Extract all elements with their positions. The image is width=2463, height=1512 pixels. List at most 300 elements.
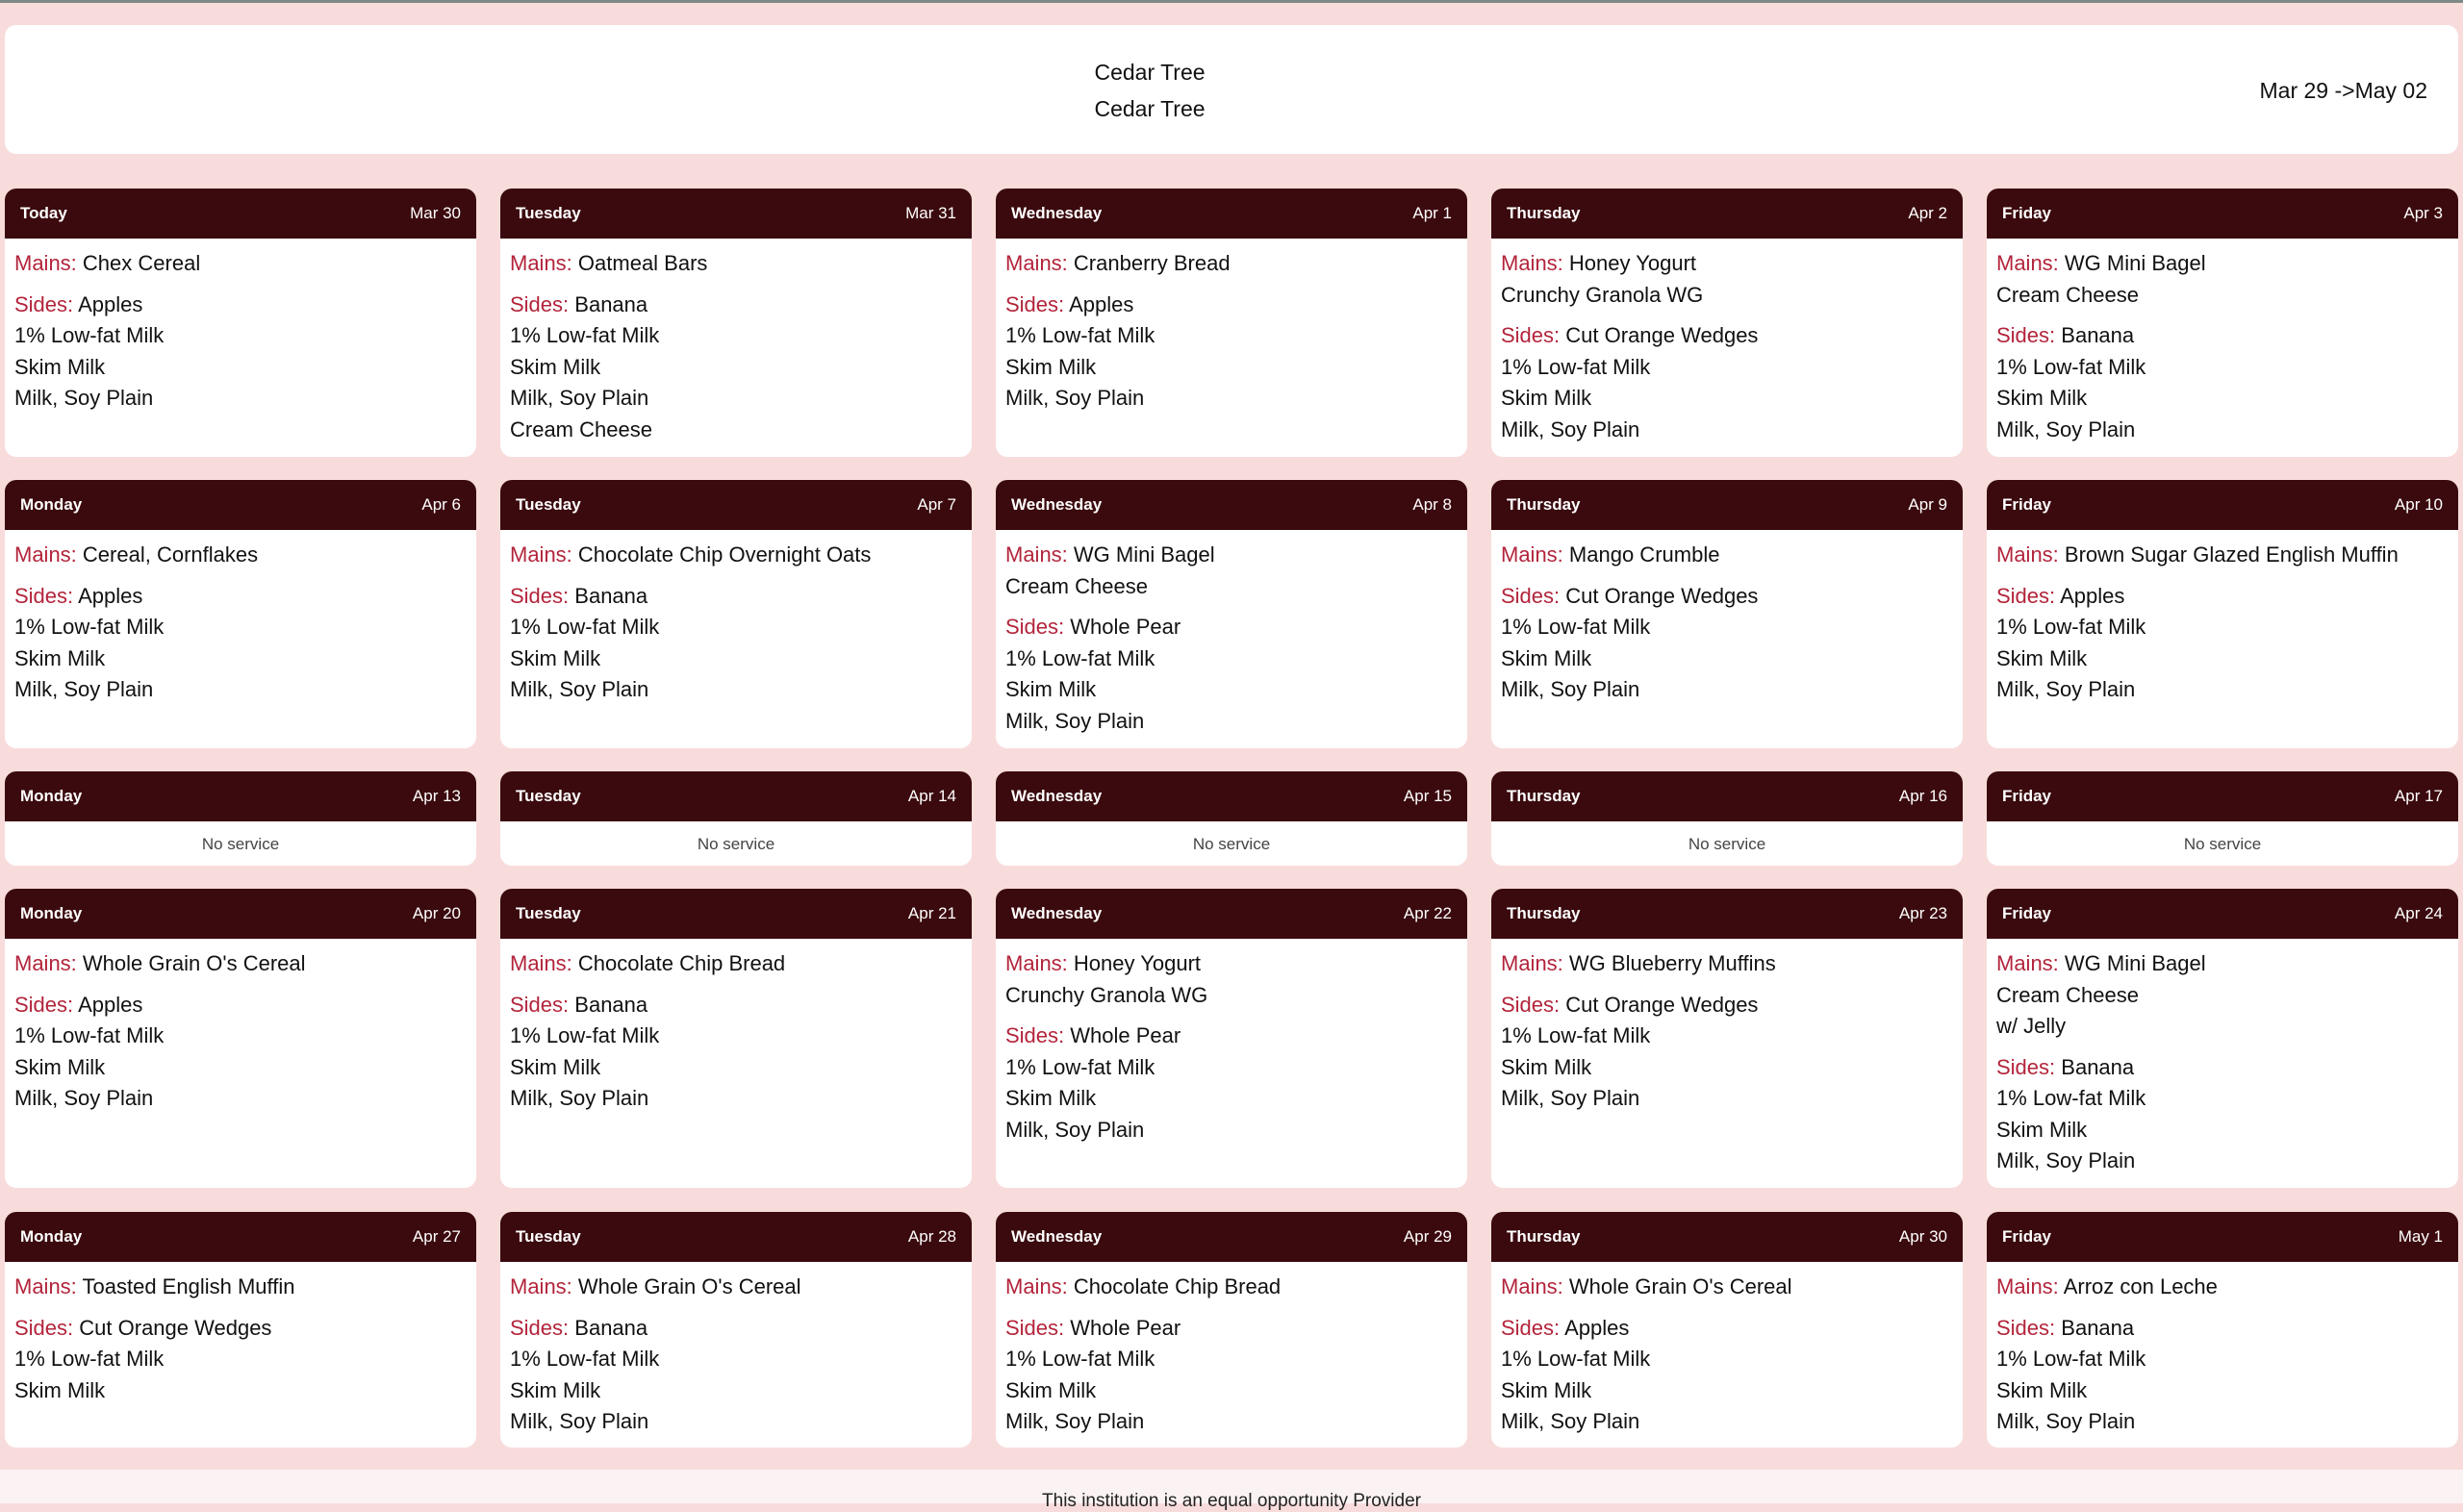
sides-section (14, 290, 467, 415)
sides-label: Sides: (510, 583, 570, 608)
day-card-body (500, 530, 972, 706)
side-item (510, 674, 962, 706)
side-item-text: Milk, Soy Plain (1501, 1409, 1640, 1433)
mains-section (1005, 1272, 1458, 1303)
main-item-text: Toasted English Muffin (82, 1274, 295, 1298)
side-item-text: Skim Milk (1501, 386, 1592, 410)
side-item (510, 1313, 962, 1345)
mains-label: Mains: (14, 951, 77, 975)
day-card (5, 771, 476, 866)
day-date: Apr 8 (1412, 495, 1452, 514)
side-item-text: Milk, Soy Plain (14, 677, 154, 701)
day-name: Tuesday (516, 904, 581, 922)
side-item-text: Milk, Soy Plain (14, 386, 154, 410)
mains-label: Mains: (1005, 251, 1068, 275)
sides-label: Sides: (1005, 291, 1065, 316)
sides-section (510, 1313, 962, 1438)
side-item-text: Skim Milk (14, 1054, 106, 1079)
side-item (14, 581, 467, 613)
day-name: Monday (20, 495, 83, 514)
main-item (1005, 1272, 1458, 1303)
side-item (1501, 1313, 1953, 1345)
day-card-header (1987, 889, 2458, 939)
side-item-text: Milk, Soy Plain (1996, 1148, 2136, 1172)
day-date: Apr 7 (917, 495, 956, 514)
day-card-header (1987, 480, 2458, 530)
day-name: Thursday (1507, 904, 1581, 922)
side-item-text: 1% Low-fat Milk (510, 615, 660, 639)
main-item-text: w/ Jelly (1996, 1014, 2067, 1038)
day-card-header (5, 480, 476, 530)
side-item-text: 1% Low-fat Milk (14, 323, 165, 347)
day-card-header (1987, 189, 2458, 239)
side-item-text: Banana (574, 1315, 648, 1340)
side-item (14, 674, 467, 706)
main-item-text: Whole Grain O's Cereal (1568, 1274, 1792, 1298)
side-item (14, 990, 467, 1021)
day-card-header (1987, 1212, 2458, 1262)
main-item (14, 248, 467, 280)
day-card-header (996, 889, 1467, 939)
day-date: Apr 15 (1403, 787, 1452, 805)
main-item (1005, 248, 1458, 280)
day-name: Wednesday (1011, 1227, 1103, 1246)
day-card (996, 1212, 1467, 1448)
side-item-text: Banana (2061, 1315, 2135, 1340)
mains-label: Mains: (1501, 251, 1563, 275)
side-item (1996, 1052, 2449, 1084)
side-item-text: 1% Low-fat Milk (14, 615, 165, 639)
day-card (1987, 189, 2458, 457)
side-item-text: Skim Milk (1005, 677, 1097, 701)
mains-section (1996, 248, 2449, 311)
main-item-text: Chocolate Chip Bread (577, 951, 786, 975)
mains-section (14, 248, 467, 280)
side-item-text: Apples (78, 291, 143, 316)
day-card-body (1987, 239, 2458, 445)
day-name: Monday (20, 904, 83, 922)
side-item (1996, 383, 2449, 415)
side-item (1501, 415, 1953, 446)
side-item (510, 352, 962, 384)
mains-section (510, 540, 962, 571)
mains-label: Mains: (1501, 951, 1563, 975)
main-item-text: Chocolate Chip Overnight Oats (577, 542, 872, 567)
side-item-text: Skim Milk (1005, 1086, 1097, 1110)
sides-section (14, 1313, 467, 1407)
sides-label: Sides: (14, 992, 74, 1017)
main-item (1501, 540, 1953, 571)
day-card-body (1491, 939, 1963, 1115)
mains-section (14, 1272, 467, 1303)
no-service-label: No service (1688, 835, 1766, 853)
day-card-body (1987, 939, 2458, 1177)
main-item (510, 948, 962, 980)
side-item (510, 1344, 962, 1375)
side-item-text: Milk, Soy Plain (510, 386, 649, 410)
side-item-text: 1% Low-fat Milk (1996, 615, 2146, 639)
side-item (1996, 674, 2449, 706)
side-item (1005, 1021, 1458, 1052)
main-item-text: Whole Grain O's Cereal (577, 1274, 801, 1298)
main-item-text: Cream Cheese (1005, 573, 1148, 598)
side-item-text: Milk, Soy Plain (1501, 1086, 1640, 1110)
side-item-text: Banana (574, 291, 648, 316)
day-date: Apr 24 (2394, 904, 2443, 922)
side-item (1996, 643, 2449, 675)
side-item-text: 1% Low-fat Milk (1996, 1086, 2146, 1110)
side-item (1005, 352, 1458, 384)
day-name: Today (20, 204, 67, 222)
day-card-body (996, 530, 1467, 737)
side-item (1996, 1083, 2449, 1115)
day-date: Apr 28 (907, 1227, 956, 1246)
day-name: Monday (20, 1227, 83, 1246)
sides-label: Sides: (1005, 1315, 1065, 1340)
side-item (1996, 352, 2449, 384)
day-date: Apr 13 (412, 787, 461, 805)
day-card (500, 1212, 972, 1448)
day-name: Monday (20, 787, 83, 805)
side-item-text: 1% Low-fat Milk (1501, 1347, 1651, 1371)
day-date: Apr 1 (1412, 204, 1452, 222)
sides-label: Sides: (510, 992, 570, 1017)
day-card-header (1491, 480, 1963, 530)
main-item (1996, 980, 2449, 1012)
side-item-text: Banana (574, 583, 648, 608)
side-item (14, 1083, 467, 1115)
day-card (5, 480, 476, 748)
side-item (14, 383, 467, 415)
mains-section (510, 948, 962, 980)
side-item (1996, 1115, 2449, 1147)
sides-section (14, 990, 467, 1115)
main-item (14, 1272, 467, 1303)
day-card-header (1987, 771, 2458, 821)
side-item-text: Milk, Soy Plain (1005, 386, 1145, 410)
side-item-text: Whole Pear (1070, 1315, 1181, 1340)
day-card (1987, 771, 2458, 866)
main-item-text: Chex Cereal (82, 251, 201, 275)
sides-section (14, 581, 467, 706)
day-date: Mar 31 (905, 204, 956, 222)
main-item-text: Cereal, Cornflakes (82, 542, 259, 567)
day-card-header (5, 1212, 476, 1262)
day-card-header (996, 1212, 1467, 1262)
day-card (1987, 1212, 2458, 1448)
day-name: Tuesday (516, 204, 581, 222)
day-card-body (5, 530, 476, 706)
sides-label: Sides: (1501, 323, 1561, 347)
sides-label: Sides: (510, 1315, 570, 1340)
side-item (1005, 612, 1458, 643)
side-item-text: Banana (574, 992, 648, 1017)
day-date: Apr 22 (1403, 904, 1452, 922)
day-date: Apr 27 (412, 1227, 461, 1246)
side-item-text: Apples (1564, 1315, 1630, 1340)
day-name: Friday (2002, 787, 2052, 805)
main-item (1996, 1272, 2449, 1303)
mains-section (1501, 248, 1953, 311)
sides-label: Sides: (1996, 1054, 2056, 1079)
side-item (1005, 1052, 1458, 1084)
mains-label: Mains: (1996, 251, 2059, 275)
side-item-text: Skim Milk (510, 354, 601, 379)
side-item-text: 1% Low-fat Milk (1005, 1347, 1155, 1371)
side-item (14, 320, 467, 352)
side-item (1005, 706, 1458, 738)
side-item-text: 1% Low-fat Milk (510, 1023, 660, 1047)
side-item (1501, 1375, 1953, 1407)
main-item-text: Oatmeal Bars (577, 251, 708, 275)
sides-label: Sides: (1501, 992, 1561, 1017)
day-date: May 1 (2398, 1227, 2443, 1246)
side-item (510, 320, 962, 352)
main-item (1996, 540, 2449, 571)
side-item-text: Banana (2061, 323, 2135, 347)
day-card-header (500, 189, 972, 239)
main-item (1501, 948, 1953, 980)
day-card-header (500, 771, 972, 821)
main-item-text: Honey Yogurt (1073, 951, 1202, 975)
day-card-body (1987, 530, 2458, 706)
main-item-text: Cream Cheese (1996, 282, 2139, 307)
mains-label: Mains: (510, 951, 572, 975)
side-item (1005, 1313, 1458, 1345)
day-card (5, 889, 476, 1188)
sides-label: Sides: (1501, 583, 1561, 608)
side-item (1501, 1344, 1953, 1375)
side-item (1996, 612, 2449, 643)
footer-text: This institution is an equal opportunity Provider (1042, 1491, 1421, 1511)
main-item-text: Mango Crumble (1568, 542, 1720, 567)
sides-section (1501, 581, 1953, 706)
side-item (1996, 581, 2449, 613)
sides-section (510, 290, 962, 446)
main-item-text: Arroz con Leche (2063, 1274, 2218, 1298)
mains-section (510, 1272, 962, 1303)
side-item (1005, 643, 1458, 675)
day-date: Mar 30 (410, 204, 461, 222)
side-item-text: Banana (2061, 1054, 2135, 1079)
main-item-text: Cream Cheese (1996, 982, 2139, 1007)
side-item-text: Milk, Soy Plain (1005, 1409, 1145, 1433)
side-item (1005, 1083, 1458, 1115)
side-item (510, 1375, 962, 1407)
side-item (1996, 1375, 2449, 1407)
day-name: Thursday (1507, 787, 1581, 805)
main-item (1996, 280, 2449, 312)
mains-section (1501, 1272, 1953, 1303)
day-date: Apr 2 (1908, 204, 1947, 222)
day-name: Tuesday (516, 787, 581, 805)
top-divider (0, 0, 2463, 3)
main-item (1005, 571, 1458, 603)
date-range[interactable]: Mar 29 ->May 02 (2259, 78, 2427, 103)
day-name: Friday (2002, 204, 2052, 222)
day-card-header (5, 189, 476, 239)
site-name: Cedar Tree (1094, 60, 1206, 85)
side-item (1501, 320, 1953, 352)
side-item (1005, 383, 1458, 415)
side-item (1005, 320, 1458, 352)
side-item-text: Milk, Soy Plain (1996, 677, 2136, 701)
day-card-body (500, 939, 972, 1115)
day-card (1987, 889, 2458, 1188)
side-item-text: Milk, Soy Plain (510, 677, 649, 701)
day-name: Thursday (1507, 1227, 1581, 1246)
sides-label: Sides: (14, 583, 74, 608)
mains-section (14, 540, 467, 571)
day-card-body (1491, 239, 1963, 445)
side-item-text: Milk, Soy Plain (1005, 708, 1145, 733)
side-item (1501, 643, 1953, 675)
mains-label: Mains: (1996, 1274, 2059, 1298)
side-item-text: Milk, Soy Plain (1996, 416, 2136, 441)
side-item (1996, 1313, 2449, 1345)
day-date: Apr 17 (2394, 787, 2443, 805)
mains-label: Mains: (510, 542, 572, 567)
no-service-label: No service (201, 835, 280, 853)
no-service-label: No service (2183, 835, 2262, 853)
sides-label: Sides: (1996, 1315, 2056, 1340)
side-item (14, 290, 467, 321)
mains-section (1005, 248, 1458, 280)
side-item-text: 1% Low-fat Milk (14, 1347, 165, 1371)
main-item-text: Chocolate Chip Bread (1073, 1274, 1282, 1298)
sides-section (1996, 1052, 2449, 1177)
sides-label: Sides: (1005, 615, 1065, 639)
day-date: Apr 21 (907, 904, 956, 922)
day-date: Apr 16 (1898, 787, 1947, 805)
side-item (510, 1406, 962, 1438)
side-item-text: Skim Milk (510, 1054, 601, 1079)
side-item (1005, 1115, 1458, 1147)
side-item (1005, 290, 1458, 321)
main-item-text: Whole Grain O's Cereal (82, 951, 306, 975)
mains-section (1996, 1272, 2449, 1303)
side-item-text: Skim Milk (1996, 1377, 2088, 1402)
side-item-text: Milk, Soy Plain (510, 1409, 649, 1433)
day-card-body (1491, 1262, 1963, 1438)
side-item (510, 1021, 962, 1052)
sides-label: Sides: (1996, 583, 2056, 608)
day-card-header (500, 889, 972, 939)
side-item-text: 1% Low-fat Milk (1501, 615, 1651, 639)
mains-label: Mains: (14, 542, 77, 567)
side-item (1501, 612, 1953, 643)
sides-label: Sides: (1996, 323, 2056, 347)
day-card (500, 480, 972, 748)
side-item (1501, 1083, 1953, 1115)
side-item-text: 1% Low-fat Milk (1005, 1054, 1155, 1079)
side-item-text: Apples (1069, 291, 1134, 316)
footer (0, 1470, 2463, 1511)
day-date: Apr 29 (1403, 1227, 1452, 1246)
main-item-text: Cranberry Bread (1073, 251, 1231, 275)
day-name: Thursday (1507, 495, 1581, 514)
side-item (14, 1052, 467, 1084)
main-item (1996, 1011, 2449, 1043)
side-item-text: Whole Pear (1070, 615, 1181, 639)
side-item-text: Whole Pear (1070, 1023, 1181, 1047)
side-item-text: Skim Milk (1996, 1117, 2088, 1142)
side-item-text: 1% Low-fat Milk (1996, 1347, 2146, 1371)
day-card-header (1491, 1212, 1963, 1262)
side-item (1005, 1375, 1458, 1407)
main-item-text: Crunchy Granola WG (1005, 982, 1208, 1007)
day-date: Apr 23 (1898, 904, 1947, 922)
side-item (510, 990, 962, 1021)
main-item (1996, 248, 2449, 280)
main-item-text: WG Blueberry Muffins (1568, 951, 1776, 975)
side-item-text: Skim Milk (1501, 645, 1592, 670)
side-item (14, 352, 467, 384)
side-item-text: Skim Milk (1005, 1377, 1097, 1402)
side-item (510, 1052, 962, 1084)
menu-header (5, 25, 2458, 154)
day-card (996, 480, 1467, 748)
side-item-text: Skim Milk (510, 1377, 601, 1402)
mains-section (1996, 948, 2449, 1043)
main-item-text: Brown Sugar Glazed English Muffin (2064, 542, 2399, 567)
day-name: Wednesday (1011, 787, 1103, 805)
main-item (510, 540, 962, 571)
side-item-text: Apples (78, 992, 143, 1017)
sides-section (1005, 612, 1458, 737)
side-item-text: Apples (2060, 583, 2125, 608)
day-card (996, 771, 1467, 866)
sides-label: Sides: (510, 291, 570, 316)
side-item-text: 1% Low-fat Milk (14, 1023, 165, 1047)
mains-section (1005, 948, 1458, 1011)
sides-section (510, 990, 962, 1115)
main-item (14, 540, 467, 571)
side-item-text: Cream Cheese (510, 416, 652, 441)
side-item (510, 290, 962, 321)
main-item (14, 948, 467, 980)
side-item-text: Skim Milk (14, 354, 106, 379)
day-card (500, 189, 972, 457)
no-service-label: No service (1192, 835, 1271, 853)
mains-label: Mains: (510, 251, 572, 275)
day-card-header (5, 889, 476, 939)
sides-section (1996, 581, 2449, 706)
sides-section (1501, 990, 1953, 1115)
side-item (1501, 990, 1953, 1021)
mains-label: Mains: (1996, 951, 2059, 975)
sides-label: Sides: (14, 1315, 74, 1340)
day-card (5, 1212, 476, 1448)
side-item (1005, 1344, 1458, 1375)
side-item (14, 1344, 467, 1375)
mains-label: Mains: (1005, 951, 1068, 975)
main-item (510, 1272, 962, 1303)
day-card-header (500, 1212, 972, 1262)
main-item (1501, 1272, 1953, 1303)
sides-section (1501, 320, 1953, 445)
day-name: Friday (2002, 495, 2052, 514)
side-item (14, 1375, 467, 1407)
sides-section (1005, 290, 1458, 415)
side-item-text: Milk, Soy Plain (510, 1086, 649, 1110)
day-card (1491, 1212, 1963, 1448)
side-item-text: Milk, Soy Plain (1501, 416, 1640, 441)
mains-label: Mains: (1501, 542, 1563, 567)
side-item-text: Skim Milk (14, 645, 106, 670)
main-item-text: WG Mini Bagel (1073, 542, 1215, 567)
side-item (1501, 674, 1953, 706)
